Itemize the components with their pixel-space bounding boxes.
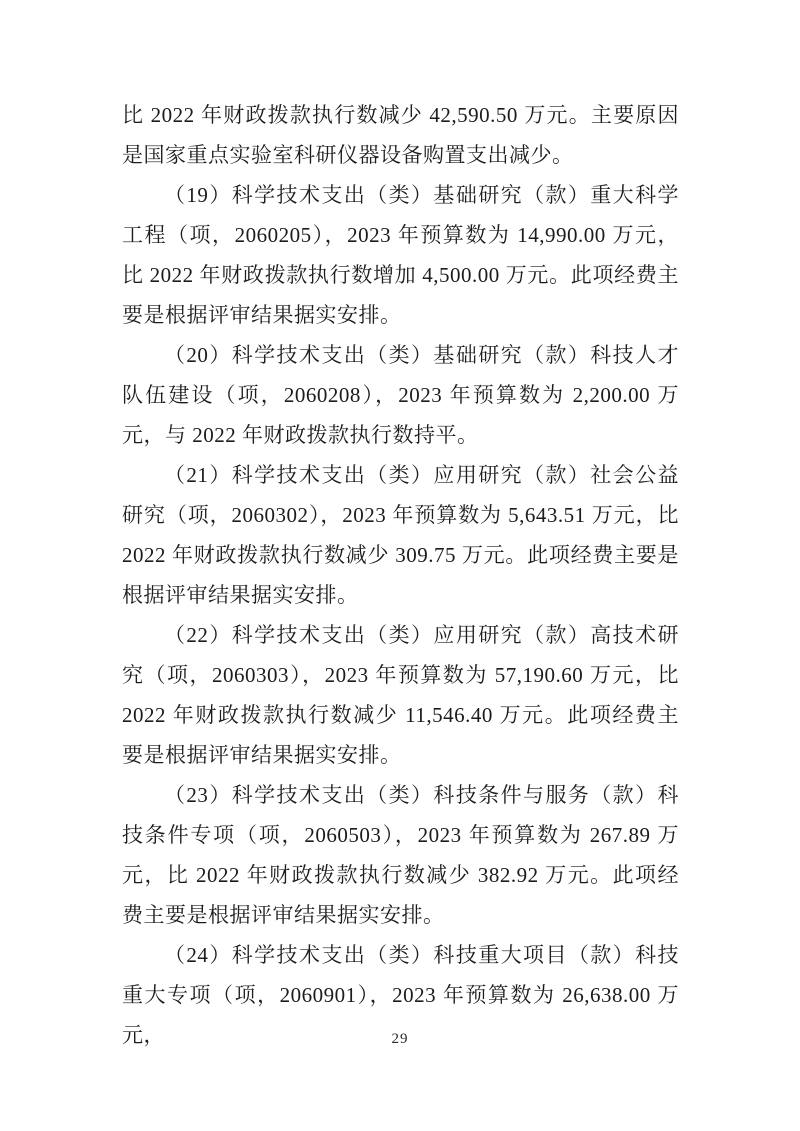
paragraph-item-22: （22）科学技术支出（类）应用研究（款）高技术研究（项，2060303），2023 年预算数为 57,190.60 万元，比 2022 年财政拨款执行数减少 11,546.40 万元。此项经费主要是根据评审结果据实安排。: [122, 623, 679, 767]
paragraph-item-21: （21）科学技术支出（类）应用研究（款）社会公益研究（项，2060302），2023 年预算数为 5,643.51 万元，比 2022 年财政拨款执行数减少 309.75 万元。此项经费主要是根据评审结果据实安排。: [122, 463, 679, 607]
document-body: [122, 95, 679, 1055]
paragraph-continuation: 比 2022 年财政拨款执行数减少 42,590.50 万元。主要原因是国家重点实验室科研仪器设备购置支出减少。: [122, 103, 679, 167]
page-number: 29: [391, 1031, 409, 1047]
paragraph-item-24: （24）科学技术支出（类）科技重大项目（款）科技重大专项（项，2060901），2023 年预算数为 26,638.00 万元，: [122, 943, 679, 1047]
paragraph-item-19: （19）科学技术支出（类）基础研究（款）重大科学工程（项，2060205），2023 年预算数为 14,990.00 万元，比 2022 年财政拨款执行数增加 4,500.00 万元。此项经费主要是根据评审结果据实安排。: [122, 183, 679, 327]
paragraph-item-20: （20）科学技术支出（类）基础研究（款）科技人才队伍建设（项，2060208），2023 年预算数为 2,200.00 万元，与 2022 年财政拨款执行数持平。: [122, 343, 679, 447]
paragraph-item-23: （23）科学技术支出（类）科技条件与服务（款）科技条件专项（项，2060503），2023 年预算数为 267.89 万元，比 2022 年财政拨款执行数减少 382.92 万元。此项经费主要是根据评审结果据实安排。: [122, 783, 679, 927]
